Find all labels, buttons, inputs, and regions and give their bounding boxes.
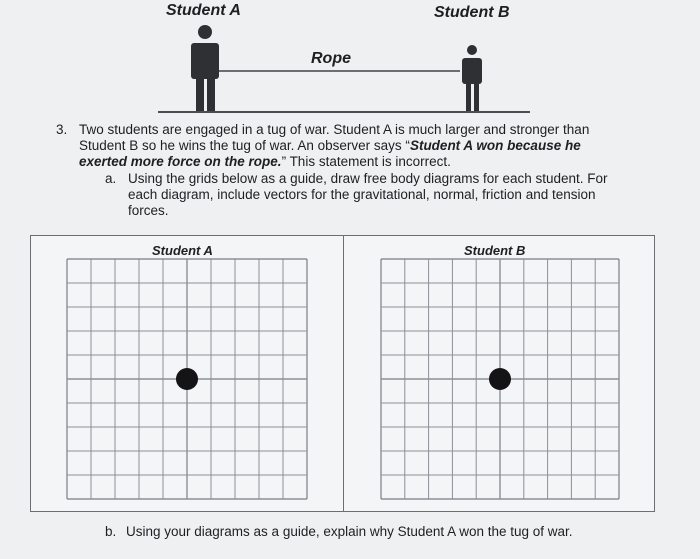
rope-label: Rope xyxy=(311,50,351,67)
part-a-line-2: each diagram, include vectors for the gravitational, normal, friction and tension xyxy=(128,187,596,202)
grid-title-student-a: Student A xyxy=(152,243,213,258)
grid-student-b[interactable] xyxy=(380,258,620,500)
center-point-dot xyxy=(176,368,198,390)
question-line-3 xyxy=(79,154,451,170)
student-a-figure xyxy=(191,25,219,112)
part-a-line-3: forces. xyxy=(128,203,169,218)
center-point-dot xyxy=(489,368,511,390)
observer-quote-part-2: exerted more force on the rope. xyxy=(79,154,282,169)
question-line-1: Two students are engaged in a tug of war. Student A is much larger and stronger than xyxy=(79,122,590,137)
question-line-2-text: Student B so he wins the tug of war. An observer says “ xyxy=(79,138,410,153)
question-number: 3. xyxy=(56,122,68,137)
student-b-figure xyxy=(462,45,482,112)
tug-of-war-figure xyxy=(0,0,700,120)
part-b-letter: b. xyxy=(105,524,117,539)
question-line-3-text: ” This statement is incorrect. xyxy=(281,154,451,169)
part-b-text: Using your diagrams as a guide, explain why Student A won the tug of war. xyxy=(126,524,573,539)
grid-student-a[interactable] xyxy=(66,258,308,500)
grid-title-student-b: Student B xyxy=(464,243,526,258)
part-a-letter: a. xyxy=(105,171,117,186)
student-a-label: Student A xyxy=(166,2,241,19)
observer-quote-part-1: Student A won because he xyxy=(409,138,581,153)
student-b-label: Student B xyxy=(434,4,510,21)
part-a-line-1: Using the grids below as a guide, draw free body diagrams for each student. For xyxy=(128,171,608,186)
question-line-2 xyxy=(79,138,581,154)
